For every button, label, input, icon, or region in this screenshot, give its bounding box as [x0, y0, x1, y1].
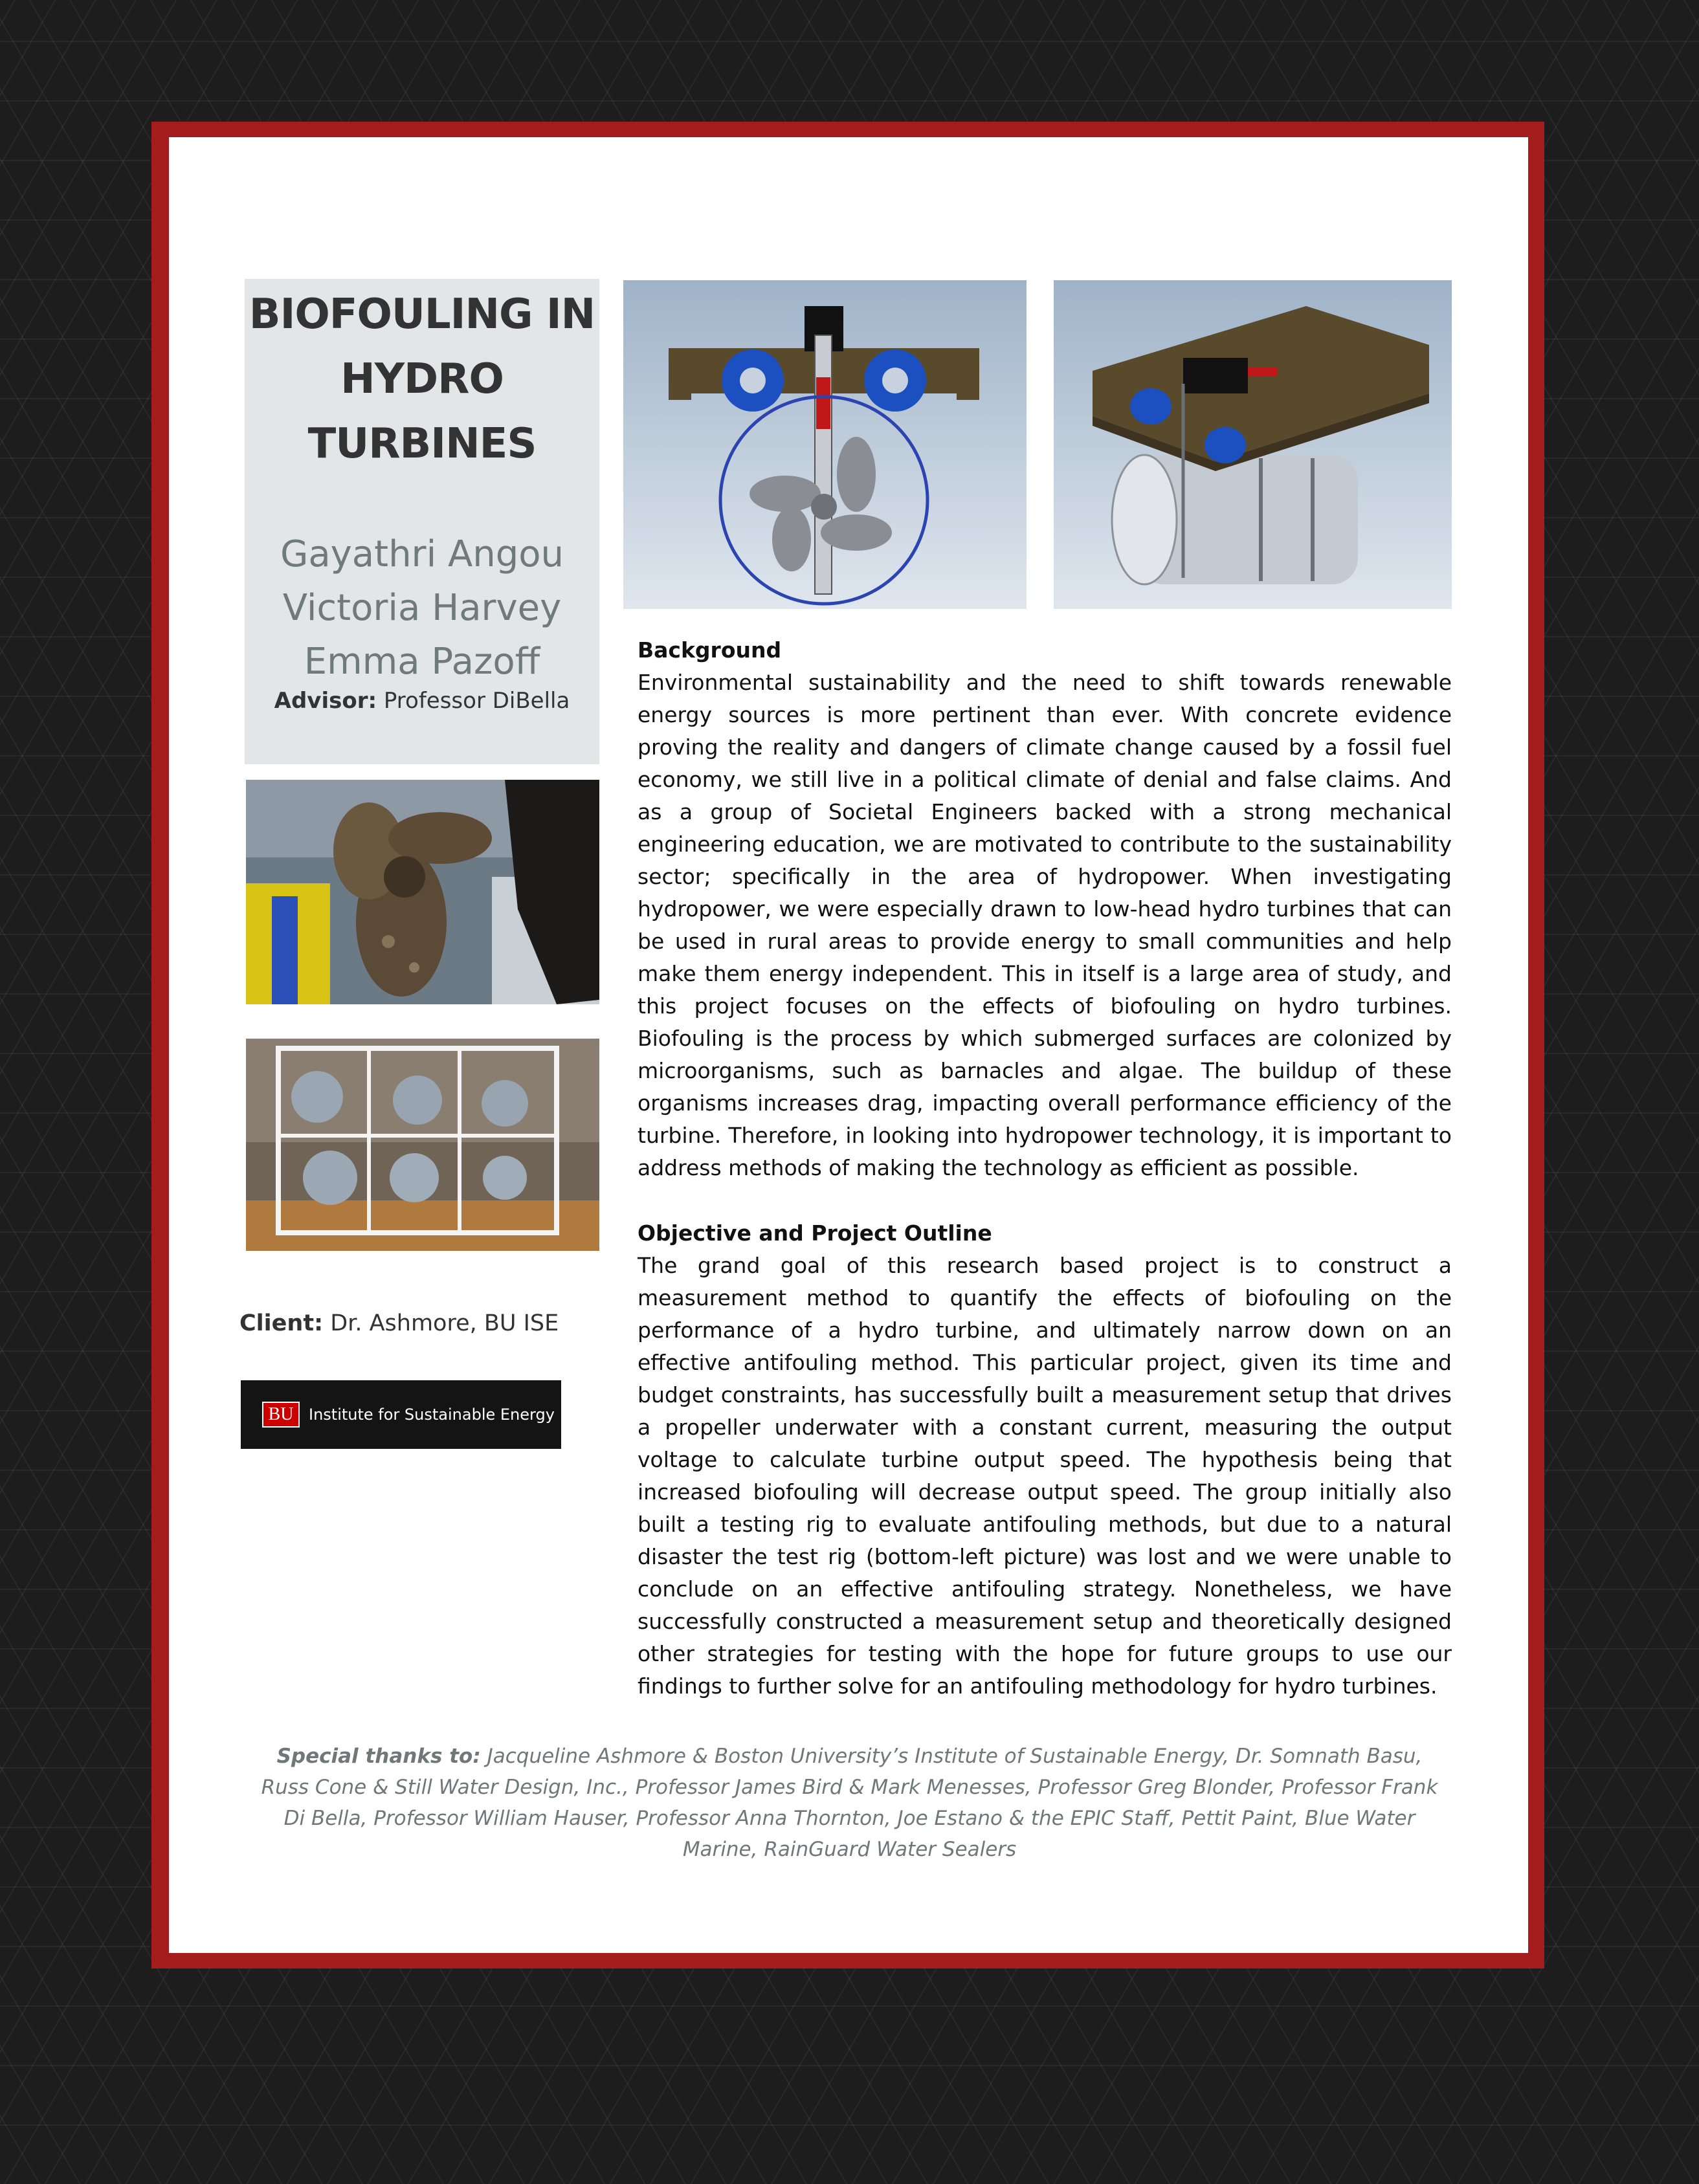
client-label: Client: — [239, 1310, 324, 1336]
objective-paragraph: The grand goal of this research based project is to construct a measurement method to quantify the effects of biofouling on the performance of a hydro turbine, and ultimately narrow down on an effective antifouling method. This particular project, given its time and budget constraints, has successfully built a measurement setup that drives a propeller underwater with a constant current, measuring the output voltage to calculate turbine output speed. The hypothesis being that increased biofouling will decrease output speed. The group initially also built a testing rig to evaluate antifouling methods, but due to a natural disaster the test rig (bottom-left picture) was lost and we were unable to conclude on an effective antifouling strategy. Nonetheless, we have successfully constructed a measurement setup and theoretically designed other strategies for testing with the hope for future groups to use our findings to further solve for an antifouling methodology for hydro turbines. — [638, 1253, 1452, 1699]
advisor-name: Professor DiBella — [383, 688, 570, 714]
bu-mark: BU — [262, 1402, 300, 1428]
thanks-text: Jacqueline Ashmore & Boston University’s Institute of Sustainable Energy, Dr. Somnath Basu, Russ Cone & Still Water Design, Inc., Professor James Bird & Mark Menesses, Professor Greg Blonder, Professor Frank Di Bella, Professor William Hauser, Professor Anna Thornton, Joe Estano & the EPIC Staff, Pettit Paint, Blue Water Marine, RainGuard Water Sealers — [261, 1745, 1438, 1861]
objective-heading: Objective and Project Outline — [638, 1220, 992, 1246]
acknowledgements — [252, 1741, 1447, 1865]
author-name: Emma Pazoff — [304, 641, 540, 683]
bu-logo-text: Institute for Sustainable Energy — [309, 1406, 555, 1424]
client-line — [239, 1310, 559, 1336]
bu-ise-logo — [241, 1380, 561, 1449]
advisor-line — [245, 688, 599, 714]
background-heading: Background — [638, 637, 782, 663]
test-rig-photo — [246, 1039, 599, 1251]
author-list — [245, 527, 599, 689]
cad-front-view — [623, 280, 1027, 609]
author-name: Victoria Harvey — [282, 587, 562, 629]
client-name: Dr. Ashmore, BU ISE — [330, 1310, 559, 1336]
advisor-label: Advisor: — [274, 688, 377, 714]
background-paragraph: Environmental sustainability and the need to shift towards renewable energy sources is more pertinent than ever. With concrete evidence proving the reality and dangers of climate change caused by a fossil fuel economy, we still live in a political climate of denial and false claims. And as a group of Societal Engineers backed with a strong mechanical engineering education, we are motivated to contribute to the sustainability sector; specifically in the area of hydropower. When investigating hydropower, we were especially drawn to low-head hydro turbines that can be used in rural areas to provide energy to small communities and help make them energy independent. This in itself is a large area of study, and this project focuses on the effects of biofouling on hydro turbines. Biofouling is the process by which submerged surfaces are colonized by microorganisms, such as barnacles and algae. The buildup of these organisms increases drag, impacting overall performance efficiency of the turbine. Therefore, in looking into hydropower technology, it is important to address methods of making the technology as efficient as possible. — [638, 670, 1452, 1180]
poster-title: BIOFOULING IN HYDRO TURBINES — [249, 291, 595, 468]
thanks-label: Special thanks to: — [276, 1745, 481, 1768]
fouled-propeller-photo — [246, 780, 599, 1004]
author-name: Gayathri Angou — [280, 533, 564, 575]
cad-perspective-view — [1054, 280, 1452, 609]
